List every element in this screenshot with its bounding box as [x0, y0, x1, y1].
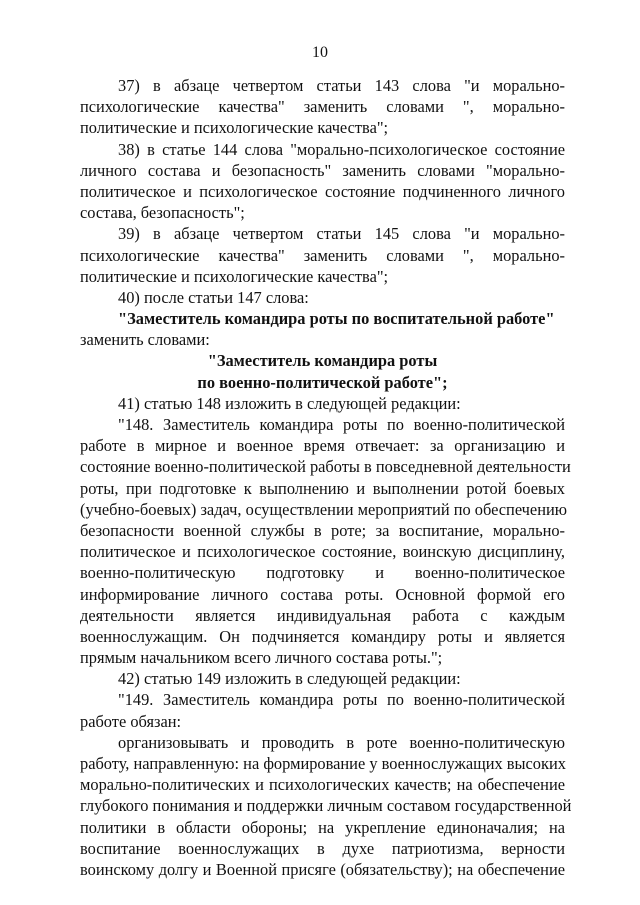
- text-line: безопасности военной службы в роте; за воспитание, морально-: [80, 520, 565, 540]
- text-line: прямым начальником всего личного состава роты.";: [80, 648, 443, 668]
- text-line: по военно-политической работе";: [197, 372, 448, 392]
- text-line: "Заместитель командира роты: [207, 351, 438, 371]
- text-line: 39) в абзаце четвертом статьи 145 слова "и морально-: [118, 224, 565, 244]
- text-line: "148. Заместитель командира роты по военно-политической: [118, 415, 565, 434]
- text-line: состояние военно-политической работы в повседневной деятельности: [80, 457, 571, 477]
- text-line: работе в мирное и военное время отвечает: за организацию и: [80, 436, 565, 456]
- text-line: политические и психологические качества";: [80, 118, 389, 138]
- text-line: роты, при подготовке к выполнению и выполнении ротой боевых: [80, 478, 565, 498]
- text-line: "149. Заместитель командира роты по военно-политической: [118, 690, 565, 710]
- page-number: 10: [312, 44, 328, 61]
- text-line: военнослужащим. Он подчиняется командиру роты и является: [80, 626, 565, 646]
- text-line: информирование личного состава роты. Основной формой его: [80, 584, 565, 604]
- text-line: 37) в абзаце четвертом статьи 143 слова "и морально-: [118, 76, 565, 95]
- text-line: личного состава и безопасность" заменить словами "морально-: [80, 160, 565, 180]
- text-line: воинскому долгу и Военной присяге (обязательству); на обеспечение: [80, 859, 565, 879]
- text-line: психологические качества" заменить словами ", морально-: [80, 97, 565, 117]
- text-line: организовывать и проводить в роте военно-политическую: [118, 732, 565, 752]
- text-line: 42) статью 149 изложить в следующей редакции:: [118, 669, 461, 689]
- text-line: "Заместитель командира роты по воспитательной работе": [118, 309, 555, 329]
- text-line: 40) после статьи 147 слова:: [118, 287, 309, 307]
- text-line: политическое и психологическое состояние, воинскую дисциплину,: [80, 542, 565, 562]
- text-line: деятельности является индивидуальная работа с каждым: [80, 605, 565, 625]
- text-line: психологические качества" заменить словами ", морально-: [80, 245, 565, 265]
- text-line: 38) в статье 144 слова "морально-психологическое состояние: [118, 139, 565, 159]
- text-line: политические и психологические качества";: [80, 266, 389, 286]
- text-line: военно-политическую подготовку и военно-политическое: [80, 563, 565, 583]
- text-line: воспитание военнослужащих в духе патриотизма, верности: [80, 838, 565, 858]
- text-line: (учебно-боевых) задач, осуществлении мероприятий по обеспечению: [80, 499, 567, 519]
- text-line: глубокого понимания и поддержки личным составом государственной: [80, 796, 572, 816]
- text-line: работу, направленную: на формирование у военнослужащих высоких: [80, 754, 566, 773]
- text-line: состава, безопасность";: [80, 203, 245, 223]
- text-line: работе обязан:: [80, 711, 182, 731]
- text-line: заменить словами:: [80, 330, 210, 350]
- text-line: 41) статью 148 изложить в следующей редакции:: [118, 393, 461, 413]
- document-body: [80, 75, 572, 880]
- text-line: политическое и психологическое состояние подчиненного личного: [80, 181, 565, 201]
- text-line: политики в области обороны; на укрепление единоначалия; на: [80, 817, 565, 837]
- text-line: морально-политических и психологических качеств; на обеспечение: [80, 775, 565, 795]
